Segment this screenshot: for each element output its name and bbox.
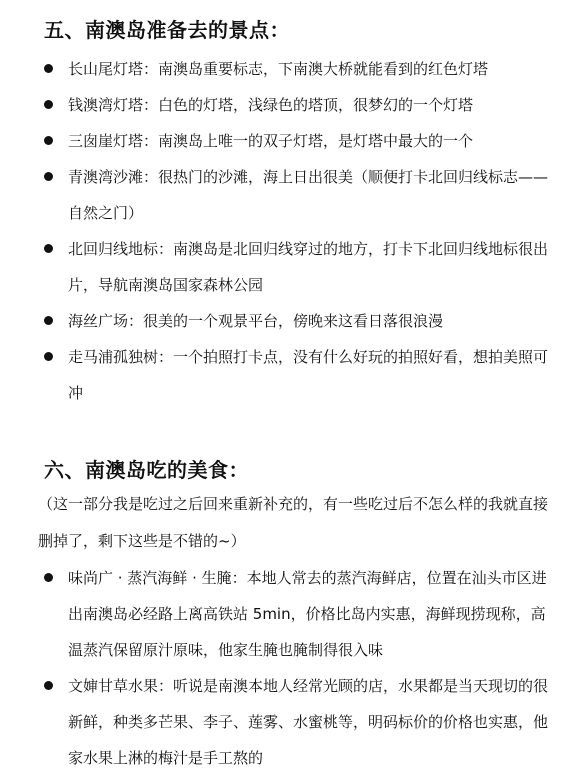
bullet-icon — [44, 681, 53, 690]
list-item-text: 走马浦孤独树：一个拍照打卡点，没有什么好玩的拍照好看，想拍美照可冲 — [68, 348, 549, 402]
list-item-text: 味尚广 · 蒸汽海鲜 · 生腌：本地人常去的蒸汽海鲜店，位置在汕头市区进出南澳岛必经路上离高铁站 5min，价格比岛内实惠，海鲜现捞现称，高温蒸汽保留原汁原味，他家生腌也腌制得很入味 — [68, 569, 547, 659]
section-heading-attractions: 五、南澳岛准备去的景点： — [44, 18, 290, 42]
bullet-icon — [44, 573, 53, 582]
list-item — [0, 303, 578, 339]
list-item-text: 三囱崖灯塔：南澳岛上唯一的双子灯塔，是灯塔中最大的一个 — [68, 132, 474, 150]
bullet-icon — [44, 172, 53, 181]
bullet-icon — [44, 352, 53, 361]
bullet-icon — [44, 100, 53, 109]
food-list — [0, 560, 578, 776]
bullet-icon — [44, 244, 53, 253]
attractions-list — [0, 51, 578, 411]
list-item — [0, 231, 578, 303]
list-item-text: 钱澳湾灯塔：白色的灯塔，浅绿色的塔顶，很梦幻的一个灯塔 — [68, 96, 474, 114]
section-heading-food: 六、南澳岛吃的美食： — [44, 458, 249, 482]
bullet-icon — [44, 136, 53, 145]
bullet-icon — [44, 64, 53, 73]
list-item-text: 文婶甘草水果：听说是南澳本地人经常光顾的店，水果都是当天现切的很新鲜，种类多芒果、李子、莲雾、水蜜桃等，明码标价的价格也实惠，他家水果上淋的梅汁是手工熬的 — [68, 677, 549, 767]
list-item — [0, 668, 578, 776]
list-item-text: 海丝广场：很美的一个观景平台，傍晚来这看日落很浪漫 — [68, 312, 444, 330]
list-item — [0, 87, 578, 123]
list-item — [0, 159, 578, 231]
section-note: （这一部分我是吃过之后回来重新补充的，有一些吃过后不怎么样的我就直接删掉了，剩下这些是不错的~） — [38, 495, 549, 550]
list-item — [0, 560, 578, 668]
list-item-text: 青澳湾沙滩：很热门的沙滩，海上日出很美（顺便打卡北回归线标志——自然之门） — [68, 168, 549, 222]
list-item-text: 长山尾灯塔：南澳岛重要标志，下南澳大桥就能看到的红色灯塔 — [68, 60, 489, 78]
list-item — [0, 51, 578, 87]
list-item — [0, 123, 578, 159]
list-item-text: 北回归线地标：南澳岛是北回归线穿过的地方，打卡下北回归线地标很出片，导航南澳岛国家森林公园 — [68, 240, 549, 294]
bullet-icon — [44, 316, 53, 325]
list-item — [0, 339, 578, 411]
